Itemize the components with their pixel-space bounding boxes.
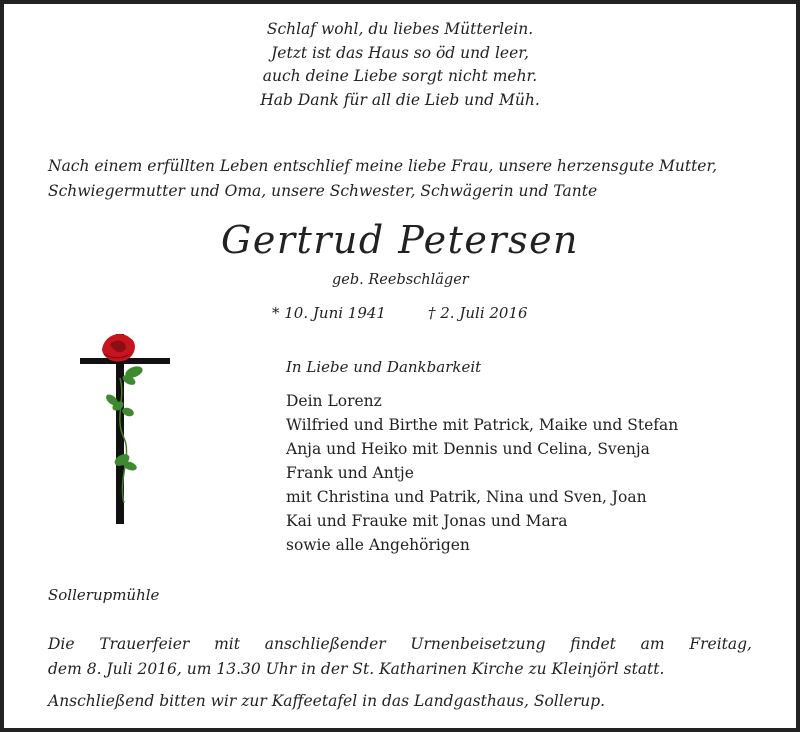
ceremony-word: Freitag, bbox=[689, 635, 752, 653]
ceremony-word: Trauerfeier bbox=[99, 635, 190, 653]
coffee-invitation: Anschließend bitten wir zur Kaffeetafel in das Landgasthaus, Sollerup. bbox=[48, 692, 606, 710]
ceremony-text bbox=[48, 632, 752, 682]
list-item: Anja und Heiko mit Dennis und Celina, Svenja bbox=[286, 440, 650, 458]
ceremony-word: anschließender bbox=[264, 635, 386, 653]
ceremony-word: Urnenbeisetzung bbox=[410, 635, 546, 653]
mourners-list bbox=[286, 389, 678, 557]
list-item: sowie alle Angehörigen bbox=[286, 536, 470, 554]
list-item: Dein Lorenz bbox=[286, 392, 382, 410]
poem-line: auch deine Liebe sorgt nicht mehr. bbox=[262, 67, 538, 85]
ceremony-word: findet bbox=[570, 635, 616, 653]
intro-text bbox=[48, 154, 752, 204]
poem-line: Jetzt ist das Haus so öd und leer, bbox=[271, 43, 529, 62]
poem bbox=[4, 18, 796, 112]
list-item: Kai und Frauke mit Jonas und Mara bbox=[286, 512, 568, 530]
list-item: Frank und Antje bbox=[286, 464, 414, 482]
list-item: mit Christina und Patrik, Nina und Sven, Joan bbox=[286, 488, 647, 506]
ceremony-word: mit bbox=[214, 635, 240, 653]
deceased-name: Gertrud Petersen bbox=[220, 218, 580, 262]
poem-line: Schlaf wohl, du liebes Mütterlein. bbox=[266, 20, 534, 38]
death-date: † 2. Juli 2016 bbox=[428, 304, 528, 322]
place-name: Sollerupmühle bbox=[48, 586, 160, 604]
maiden-name: geb. Reebschläger bbox=[332, 272, 469, 288]
ceremony-word: Die bbox=[48, 635, 75, 653]
list-item: Wilfried und Birthe mit Patrick, Maike und Stefan bbox=[286, 416, 679, 434]
poem-line: Hab Dank für all die Lieb und Müh. bbox=[260, 90, 540, 109]
ceremony-line-2: dem 8. Juli 2016, um 13.30 Uhr in der St. Katharinen Kirche zu Kleinjörl statt. bbox=[48, 660, 665, 678]
cross-with-rose-icon bbox=[74, 328, 184, 528]
ceremony-word: am bbox=[640, 635, 665, 653]
intro-line: Schwiegermutter und Oma, unsere Schwester, Schwägerin und Tante bbox=[48, 182, 598, 200]
intro-line: Nach einem erfüllten Leben entschlief meine liebe Frau, unsere herzensgute Mutter, bbox=[48, 157, 718, 175]
birth-date: * 10. Juni 1941 bbox=[272, 304, 386, 322]
ceremony-line-1 bbox=[48, 632, 752, 657]
mourners-heading: In Liebe und Dankbarkeit bbox=[286, 358, 482, 376]
